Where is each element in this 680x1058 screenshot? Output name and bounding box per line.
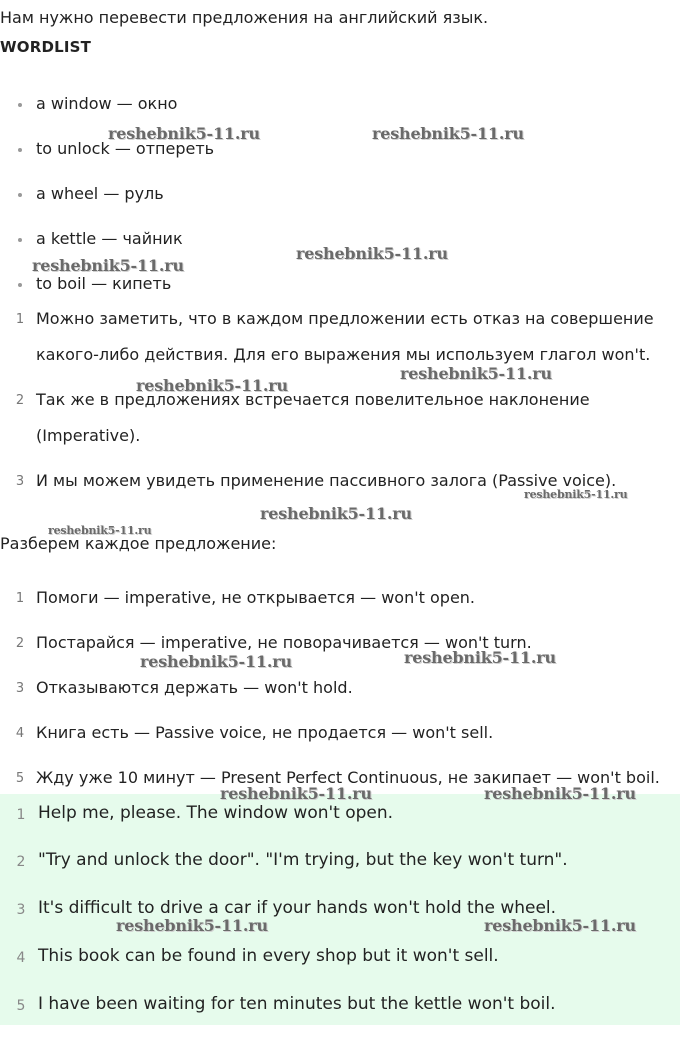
watermark: reshebnik5-11.ru bbox=[108, 124, 260, 143]
analysis-item: Книга есть — Passive voice, не продается — won't sell. bbox=[36, 723, 494, 742]
list-item: to boil — кипеть bbox=[36, 274, 172, 293]
list-number: 2 bbox=[15, 636, 25, 651]
answer-box bbox=[0, 794, 680, 1025]
rule-line: Так же в предложениях встречается повелительное наклонение bbox=[36, 390, 590, 409]
answer-item: It's difficult to drive a car if your hands won't hold the wheel. bbox=[38, 898, 557, 918]
watermark: reshebnik5-11.ru bbox=[404, 648, 556, 667]
rule-line: Можно заметить, что в каждом предложении есть отказ на совершение bbox=[36, 309, 654, 328]
list-number: 1 bbox=[15, 312, 25, 327]
answer-item: Help me, please. The window won't open. bbox=[38, 803, 394, 823]
list-item: a kettle — чайник bbox=[36, 229, 183, 248]
watermark: reshebnik5-11.ru bbox=[116, 916, 268, 935]
watermark: reshebnik5-11.ru bbox=[484, 916, 636, 935]
watermark: reshebnik5-11.ru bbox=[260, 504, 412, 523]
analysis-item: Жду уже 10 минут — Present Perfect Continuous, не закипает — won't boil. bbox=[36, 768, 660, 787]
list-number: 5 bbox=[16, 998, 26, 1014]
watermark: reshebnik5-11.ru bbox=[140, 652, 292, 671]
answer-item: This book can be found in every shop but it won't sell. bbox=[38, 946, 499, 966]
list-number: 2 bbox=[16, 854, 26, 870]
list-number: 2 bbox=[15, 393, 25, 408]
analysis-item: Помоги — imperative, не открывается — won't open. bbox=[36, 588, 476, 607]
answer-item: I have been waiting for ten minutes but the kettle won't boil. bbox=[38, 994, 556, 1014]
bullet-icon bbox=[18, 148, 22, 152]
bullet-icon bbox=[18, 193, 22, 197]
list-number: 5 bbox=[15, 771, 25, 786]
answer-item: "Try and unlock the door". "I'm trying, but the key won't turn". bbox=[38, 850, 568, 870]
list-item: to unlock — отпереть bbox=[36, 139, 215, 158]
list-number: 3 bbox=[15, 474, 25, 489]
list-item: a wheel — руль bbox=[36, 184, 164, 203]
list-item: a window — окно bbox=[36, 94, 178, 113]
rule-line: (Imperative). bbox=[36, 426, 141, 445]
watermark: reshebnik5-11.ru bbox=[32, 256, 184, 275]
watermark: reshebnik5-11.ru bbox=[524, 488, 628, 501]
watermark: reshebnik5-11.ru bbox=[484, 784, 636, 803]
rule-line: И мы можем увидеть применение пассивного залога (Passive voice). bbox=[36, 471, 617, 490]
list-number: 3 bbox=[15, 681, 25, 696]
watermark: reshebnik5-11.ru bbox=[48, 524, 152, 537]
list-number: 3 bbox=[16, 902, 26, 918]
bullet-icon bbox=[18, 283, 22, 287]
watermark: reshebnik5-11.ru bbox=[136, 376, 288, 395]
watermark: reshebnik5-11.ru bbox=[372, 124, 524, 143]
bullet-icon bbox=[18, 238, 22, 242]
rule-line: какого-либо действия. Для его выражения мы используем глагол won't. bbox=[36, 345, 651, 364]
watermark: reshebnik5-11.ru bbox=[400, 364, 552, 383]
intro-text: Нам нужно перевести предложения на английский язык. bbox=[0, 8, 489, 27]
watermark: reshebnik5-11.ru bbox=[220, 784, 372, 803]
list-number: 1 bbox=[15, 591, 25, 606]
analysis-heading: Разберем каждое предложение: bbox=[0, 534, 277, 553]
bullet-icon bbox=[18, 103, 22, 107]
watermark: reshebnik5-11.ru bbox=[296, 244, 448, 263]
list-number: 4 bbox=[15, 726, 25, 741]
wordlist-heading: WORDLIST bbox=[0, 38, 92, 56]
analysis-item: Постарайся — imperative, не поворачивается — won't turn. bbox=[36, 633, 532, 652]
list-number: 1 bbox=[16, 807, 26, 823]
analysis-item: Отказываются держать — won't hold. bbox=[36, 678, 353, 697]
list-number: 4 bbox=[16, 950, 26, 966]
